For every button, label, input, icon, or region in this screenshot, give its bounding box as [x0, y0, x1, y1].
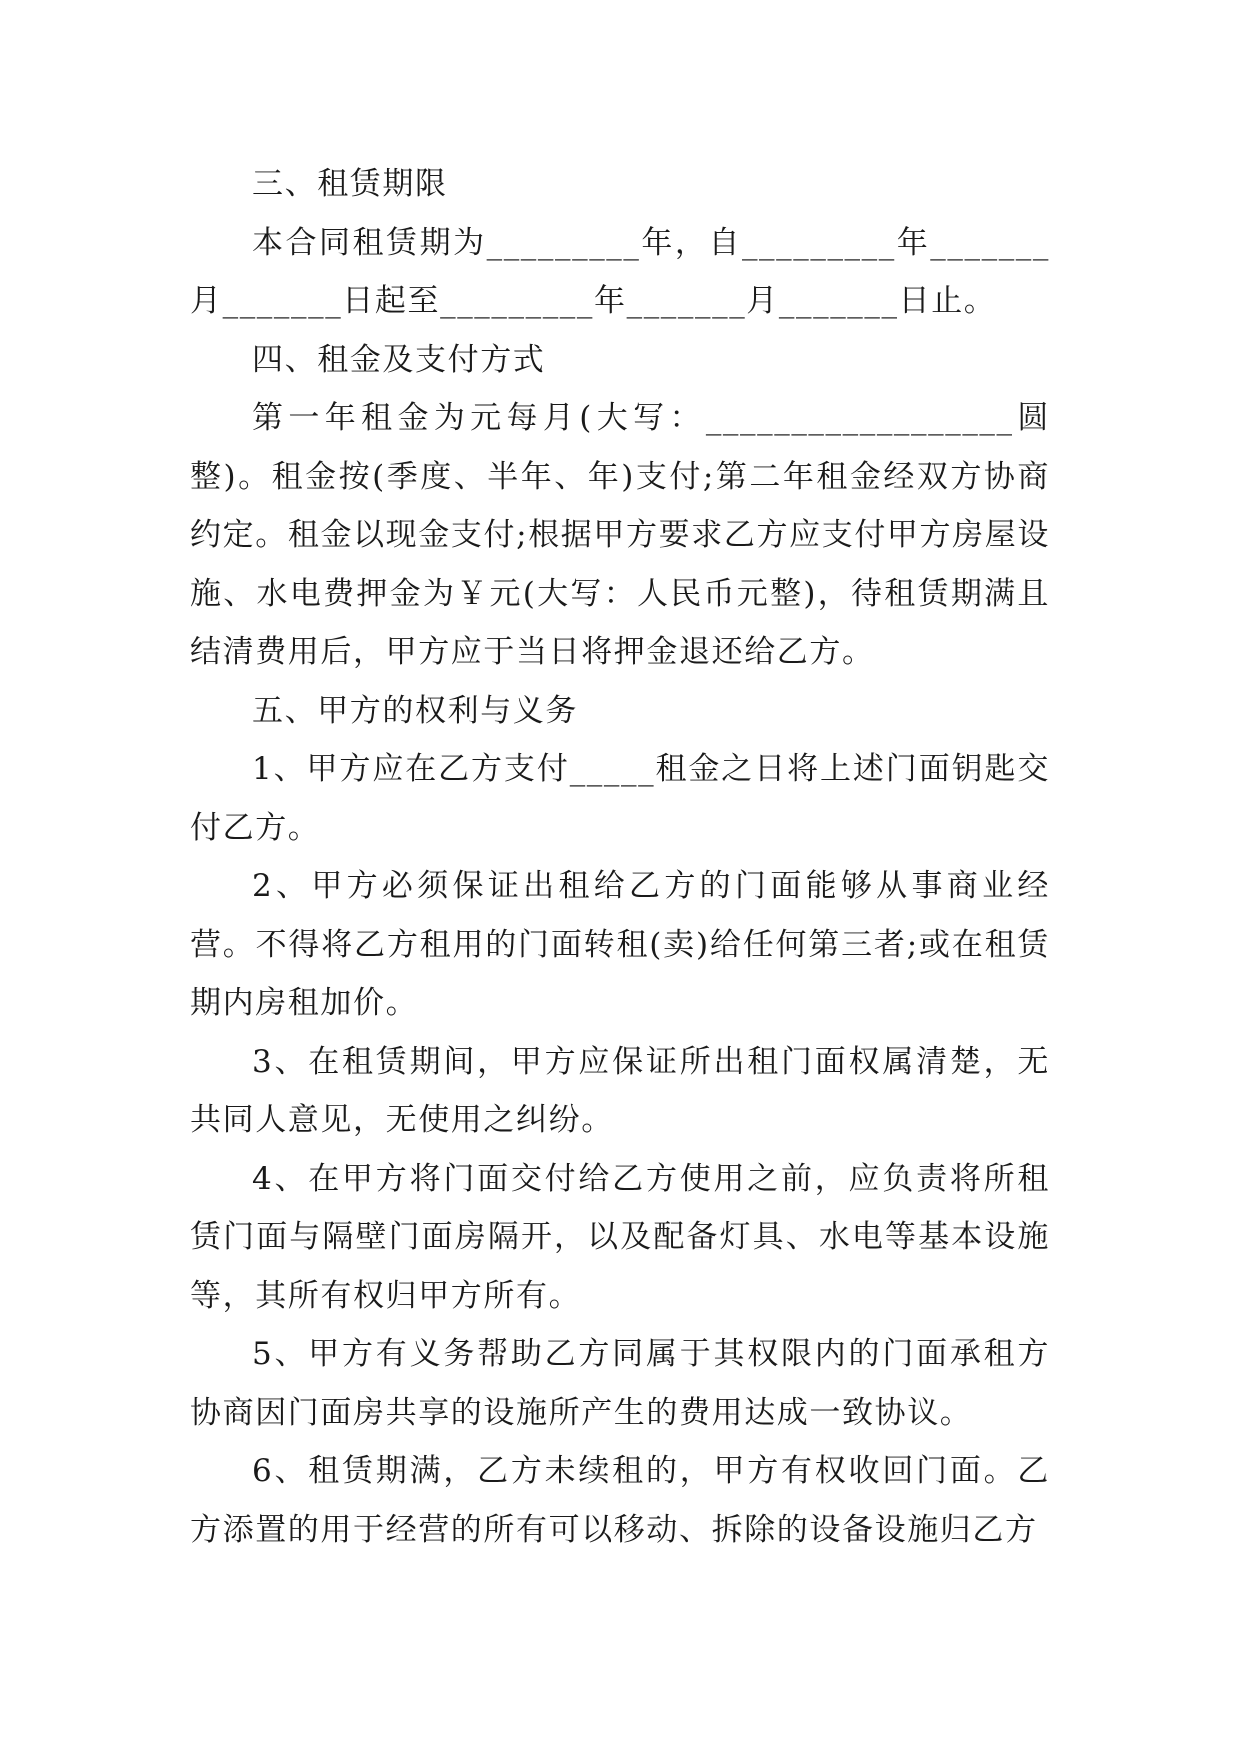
paragraph-clause-3: 3、在租赁期间，甲方应保证所出租门面权属清楚，无共同人意见，无使用之纠纷。: [190, 1043, 1050, 1138]
section-heading-party-a-rights: 五、甲方的权利与义务: [252, 692, 578, 729]
paragraph-clause-5: 5、甲方有义务帮助乙方同属于其权限内的门面承租方协商因门面房共享的设施所产生的费用达成一致协议。: [190, 1336, 1050, 1431]
paragraph-clause-2: 2、甲方必须保证出租给乙方的门面能够从事商业经营。不得将乙方租用的门面转租(卖)给任何第三者;或在租赁期内房租加价。: [190, 868, 1050, 1021]
document-body: [190, 155, 1050, 1559]
paragraph-lease-period: 本合同租赁期为_________年，自_________年_______月_______日起至_________年_______月_______日止。: [190, 224, 1050, 319]
paragraph-clause-4: 4、在甲方将门面交付给乙方使用之前，应负责将所租赁门面与隔壁门面房隔开，以及配备灯具、水电等基本设施等，其所有权归甲方所有。: [190, 1160, 1050, 1314]
paragraph-clause-1: 1、甲方应在乙方支付_____租金之日将上述门面钥匙交付乙方。: [190, 751, 1050, 846]
section-heading-lease-term: 三、租赁期限: [252, 166, 448, 202]
section-heading-rent-payment: 四、租金及支付方式: [252, 341, 546, 378]
paragraph-clause-6: 6、租赁期满，乙方未续租的，甲方有权收回门面。乙方添置的用于经营的所有可以移动、拆除的设备设施归乙方: [190, 1453, 1050, 1548]
paragraph-rent-details: 第一年租金为元每月(大写：__________________圆整)。租金按(季度、半年、年)支付;第二年租金经双方协商约定。租金以现金支付;根据甲方要求乙方应支付甲方房屋设施、水电费押金为￥元(大写：人民币元整)，待租赁期满且结清费用后，甲方应于当日将押金退还给乙方。: [190, 400, 1050, 670]
